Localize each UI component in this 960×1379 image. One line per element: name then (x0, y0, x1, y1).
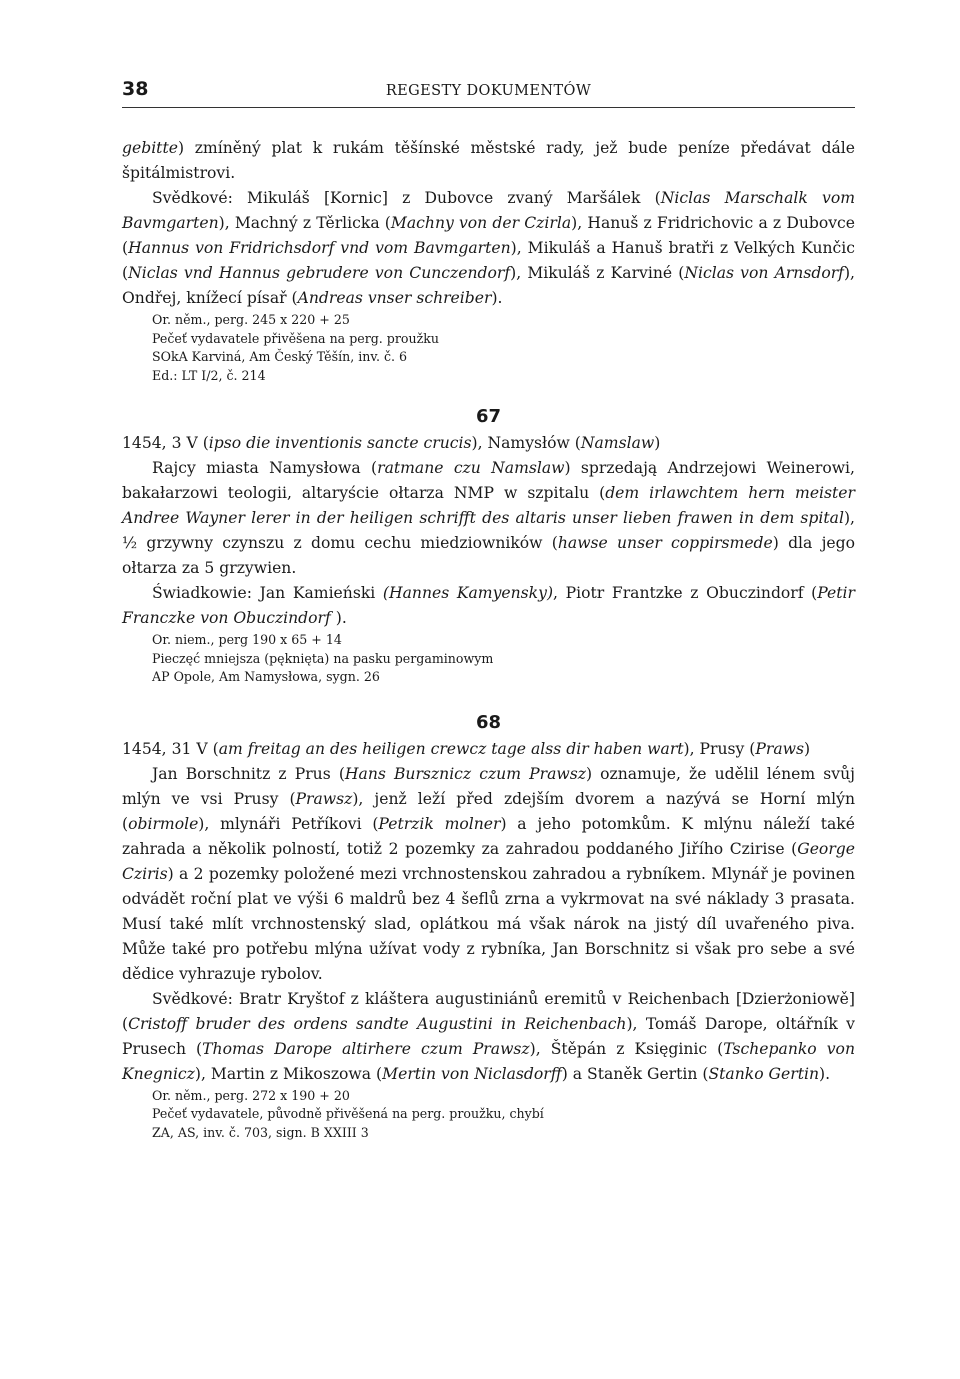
text: ) zmíněný plat k rukám těšínské městské rady, jež bude peníze předávat dále špitálmistrovi. (122, 139, 855, 182)
entry-68-note-original: Or. něm., perg. 272 x 190 + 20 (152, 1087, 350, 1103)
entry-67-note-seal: Pieczęć mniejsza (pęknięta) na pasku pergaminowym (152, 650, 494, 666)
entry-68-date-place: 1454, 31 V (am freitag an des heiligen crewcz tage alss dir haben wart), Prusy (Praws) (122, 739, 811, 758)
entry-68-note-archive: ZA, AS, inv. č. 703, sign. B XXIII 3 (152, 1124, 369, 1140)
document-body (122, 136, 855, 1142)
entry-67-note-archive: AP Opole, Am Namysłowa, sygn. 26 (152, 669, 380, 684)
entry-68-note-seal: Pečeť vydavatele, původně přivěšená na perg. proužku, chybí (152, 1106, 544, 1121)
entry-68-summary: Jan Borschnitz z Prus (Hans Bursznicz czum Prawsz) oznamuje, že udělil lénem svůj mlýn ve vsi Prusy (Prawsz), jenž leží před zdejším dvorem a nazývá se Horní mlýn (obirmole), mlynáři Petříkovi (Petrzik molner) a jeho potomkům. K mlýnu náleží také zahrada a několik polností, totiž 2 pozemky za zahradou poddaného Jiřího Czirise (George Cziris) a 2 pozemky položené mezi vrchnostenskou zahradou a rybníkem. Mlynář je povinen odvádět roční plat ve výši 6 maldrů bez 4 šeflů zrna a vykrmovat na své náklady 3 prasata. Musí také mlít vrchnostenský slad, oplátkou má však nárok na jistý díl uvařeného piva. Může také pro potřebu mlýna užívat vody z rybníka, Jan Borschnitz si však pro sebe a své dědice vyhrazuje rybolov. (122, 764, 855, 983)
italic-quote: gebitte (122, 139, 178, 157)
entry-66-witnesses: Svědkové: Mikuláš [Kornic] z Dubovce zvaný Maršálek (Niclas Marschalk vom Bavmgarten), Machný z Těrlicka (Machny von der Czirla), Hanuš z Fridrichovic a z Dubovce (Hannus von Fridrichsdorf vnd vom Bavmgarten), Mikuláš a Hanuš bratři z Velkých Kunčic (Niclas vnd Hannus gebrudere von Cunczendorf), Mikuláš z Karviné (Niclas von Arnsdorf), Ondřej, knížecí písař (Andreas vnser schreiber). (122, 189, 856, 307)
entry-67-summary: Rajcy miasta Namysłowa (ratmane czu Namslaw) sprzedają Andrzejowi Weinerowi, bakałarzowi teologii, altaryście ołtarza NMP w szpitalu (dem irlawchtem hern meister Andree Wayner lerer in der heiligen schrifft des altaris unser lieben frawen in dem spital), ½ grzywny czynszu z domu cechu miedziowników (hawse unser coppirsmede) dla jego ołtarza za 5 grzywien. (122, 459, 856, 577)
entry-68-witnesses: Svědkové: Bratr Kryštof z kláštera augustiniánů eremitů v Reichenbach [Dzierżoniowě] (Cristoff bruder des ordens sandte Augustini in Reichenbach), Tomáš Darope, oltářník v Prusech (Thomas Darope altirhere czum Prawsz), Štěpán z Księginic (Tschepanko von Knegnicz), Martin z Mikoszowa (Mertin von Niclasdorff) a Staněk Gertin (Stanko Gertin). (122, 989, 855, 1083)
entry-66-note-seal: Pečeť vydavatele přivěšena na perg. proužku (152, 330, 439, 346)
entry-68-number: 68 (475, 711, 502, 733)
entry-67-date-place: 1454, 3 V (ipso die inventionis sancte crucis), Namysłów (Namslaw) (122, 434, 661, 452)
entry-67-note-original: Or. niem., perg 190 x 65 + 14 (152, 632, 342, 647)
page-number: 38 (122, 78, 149, 100)
entry-66-text-continuation (122, 136, 855, 186)
entry-66-note-original: Or. něm., perg. 245 x 220 + 25 (152, 312, 350, 327)
entry-66-note-archive: SOkA Karviná, Am Český Těšín, inv. č. 6 (152, 349, 408, 364)
entry-67-number: 67 (475, 406, 502, 427)
entry-67-witnesses: Świadkowie: Jan Kamieński (Hannes Kamyensky), Piotr Frantzke z Obuczindorf (Petir Franczke von Obuczindorf ). (122, 584, 855, 627)
document-page (122, 78, 855, 1142)
entry-66-note-edition: Ed.: LT I/2, č. 214 (152, 367, 266, 383)
running-header (122, 78, 855, 108)
running-title: REGESTY DOKUMENTÓW (385, 83, 592, 99)
